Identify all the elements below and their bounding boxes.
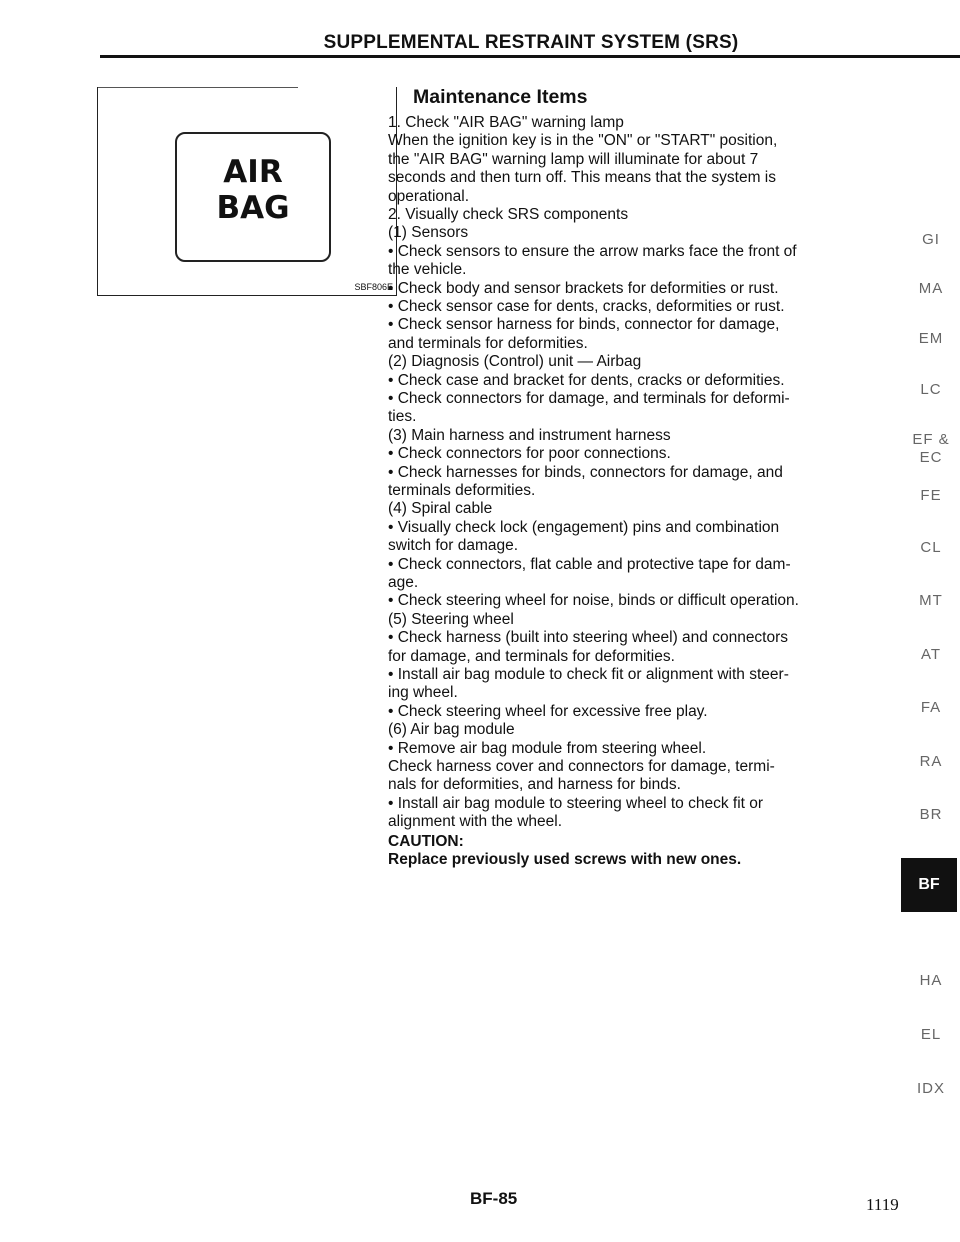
- tab-ec[interactable]: EC: [919, 449, 943, 466]
- text-line: 2. Visually check SRS components: [388, 206, 629, 223]
- header-rule: [100, 55, 960, 58]
- text-line: Check harness cover and connectors for damage, termi-: [388, 758, 775, 775]
- text-line: nals for deformities, and harness for binds.: [388, 776, 681, 794]
- figure-code: SBF806E: [354, 282, 393, 292]
- page-label: BF-85: [470, 1189, 518, 1208]
- tab-fa[interactable]: FA: [920, 699, 942, 716]
- page-header-title: SUPPLEMENTAL RESTRAINT SYSTEM (SRS): [323, 32, 739, 53]
- text-line: • Install air bag module to steering wheel to check fit or: [388, 794, 764, 812]
- text-line: • Check sensors to ensure the arrow marks face the front of: [388, 242, 797, 260]
- tab-bf-active[interactable]: BF: [901, 858, 957, 912]
- text-line: (5) Steering wheel: [388, 610, 514, 628]
- page-number: 1119: [866, 1195, 899, 1214]
- tab-mt[interactable]: MT: [919, 592, 943, 609]
- tab-at[interactable]: AT: [920, 646, 942, 663]
- text-line: seconds and then turn off. This means that the system is: [388, 169, 776, 187]
- tab-gi[interactable]: GI: [922, 231, 940, 248]
- text-line: (6) Air bag module: [388, 721, 515, 739]
- text-line: • Check harness (built into steering wheel) and connectors: [388, 629, 789, 647]
- tab-lc[interactable]: LC: [920, 381, 942, 398]
- text-line: (2) Diagnosis (Control) unit — Airbag: [388, 353, 642, 371]
- lamp-label-line2: BAG: [216, 190, 290, 226]
- text-line: 1. Check "AIR BAG" warning lamp: [388, 114, 624, 131]
- text-line: • Check body and sensor brackets for deformities or rust.: [388, 279, 779, 297]
- text-line: for damage, and terminals for deformities.: [388, 647, 675, 665]
- tab-cl[interactable]: CL: [920, 539, 942, 556]
- text-line: • Check connectors for damage, and terminals for deformi-: [388, 390, 790, 407]
- caution-text: Replace previously used screws with new ones.: [388, 851, 742, 869]
- text-line: ties.: [388, 408, 417, 426]
- text-line: • Check harnesses for binds, connectors for damage, and: [388, 463, 783, 481]
- tab-el[interactable]: EL: [920, 1026, 942, 1043]
- text-line: • Check connectors for poor connections.: [388, 445, 671, 463]
- tab-ha[interactable]: HA: [919, 972, 943, 989]
- air-bag-lamp-figure: [97, 87, 397, 296]
- text-line: (1) Sensors: [388, 224, 469, 242]
- text-line: age.: [388, 574, 419, 591]
- tab-ef[interactable]: EF &: [912, 431, 950, 448]
- tab-ma[interactable]: MA: [918, 280, 944, 297]
- text-line: ing wheel.: [388, 684, 458, 702]
- lamp-label-line1: AIR: [223, 154, 283, 190]
- text-line: • Remove air bag module from steering wheel.: [388, 739, 707, 757]
- text-line: alignment with the wheel.: [388, 813, 563, 831]
- section-title: Maintenance Items: [413, 86, 588, 108]
- text-line: terminals deformities.: [388, 482, 536, 499]
- tab-idx[interactable]: IDX: [916, 1080, 945, 1097]
- text-line: • Check sensor harness for binds, connector for damage,: [388, 316, 780, 334]
- text-line: the "AIR BAG" warning lamp will illuminate for about 7: [388, 150, 759, 168]
- air-bag-warning-lamp-icon: [175, 132, 331, 262]
- text-line: • Check steering wheel for excessive free play.: [388, 702, 708, 720]
- tab-ra[interactable]: RA: [919, 753, 943, 770]
- text-line: • Check steering wheel for noise, binds or difficult operation.: [388, 592, 799, 610]
- text-line: When the ignition key is in the "ON" or "START" position,: [388, 132, 778, 150]
- text-line: switch for damage.: [388, 537, 519, 555]
- text-line: the vehicle.: [388, 261, 467, 279]
- text-line: (3) Main harness and instrument harness: [388, 426, 671, 444]
- figure-top-border: [98, 87, 298, 88]
- text-line: • Check sensor case for dents, cracks, deformities or rust.: [388, 298, 785, 315]
- text-line: • Check connectors, flat cable and protective tape for dam-: [388, 555, 791, 573]
- text-line: operational.: [388, 187, 470, 205]
- caution-label: CAUTION:: [388, 833, 464, 850]
- tab-fe[interactable]: FE: [920, 487, 942, 504]
- text-line: • Install air bag module to check fit or alignment with steer-: [388, 666, 789, 683]
- lamp-label: [177, 154, 329, 226]
- tab-br[interactable]: BR: [919, 806, 943, 823]
- text-line: • Check case and bracket for dents, cracks or deformities.: [388, 371, 785, 389]
- text-line: • Visually check lock (engagement) pins and combination: [388, 518, 780, 536]
- text-line: and terminals for deformities.: [388, 334, 588, 352]
- tab-em[interactable]: EM: [918, 330, 944, 347]
- text-line: (4) Spiral cable: [388, 500, 493, 518]
